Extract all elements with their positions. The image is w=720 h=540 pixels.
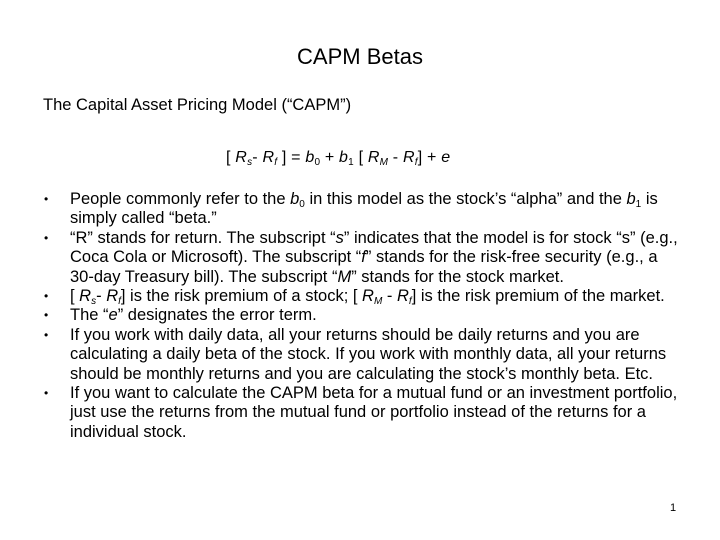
symbol: R xyxy=(362,287,374,306)
eq-subscript: s xyxy=(247,157,253,168)
eq-text: [ xyxy=(353,149,368,166)
bullet-icon: • xyxy=(44,386,49,401)
text: - xyxy=(382,287,397,306)
subscript: f xyxy=(118,296,121,308)
capm-equation xyxy=(226,149,450,167)
eq-symbol: R xyxy=(367,149,380,166)
eq-subscript: 0 xyxy=(314,157,321,168)
bullet-item-data-frequency xyxy=(44,326,684,384)
bullet-icon: • xyxy=(44,308,49,323)
subscript: s xyxy=(91,296,97,308)
text: in this model as the stock’s “alpha” and the xyxy=(304,190,627,208)
bullet-item-error-term xyxy=(44,306,684,325)
eq-subscript: f xyxy=(274,157,278,168)
subscript: f xyxy=(408,296,412,308)
bullet-item-alpha-beta xyxy=(44,190,684,229)
eq-symbol: R xyxy=(402,149,415,166)
eq-symbol: e xyxy=(441,149,451,166)
page-number: 1 xyxy=(670,502,677,514)
symbol: b xyxy=(290,190,300,208)
eq-text: - xyxy=(388,149,403,166)
eq-symbol: R xyxy=(262,149,275,166)
bullet-icon: • xyxy=(44,192,49,206)
symbol: R xyxy=(106,287,119,306)
eq-text: ] + xyxy=(417,149,442,166)
eq-subscript: 1 xyxy=(348,157,354,168)
bullet-item-risk-premium xyxy=(44,287,684,306)
text: ” stands for the stock market. xyxy=(351,267,564,286)
text: [ xyxy=(70,287,80,306)
text: ” indicates that the model is for stock “s” (e.g., Coca Cola or Microsoft). The subscript “ xyxy=(70,228,678,267)
symbol: R xyxy=(79,287,92,306)
text: The “ xyxy=(70,306,109,325)
text: If you want to calculate the CAPM beta for a mutual fund or an investment portfolio, just use the returns from the mutual fund or portfolio instead of the returns for a individual stock. xyxy=(70,384,678,441)
bullet-item-return-definitions xyxy=(44,229,684,287)
subscript: 0 xyxy=(299,199,305,210)
symbol: f xyxy=(361,248,366,267)
bullet-list xyxy=(44,190,684,442)
symbol: e xyxy=(108,306,118,325)
text: - xyxy=(96,287,107,306)
slide-title: CAPM Betas xyxy=(297,44,423,69)
text: ] is the risk premium of the market. xyxy=(411,287,665,306)
eq-symbol: R xyxy=(235,149,248,166)
symbol: b xyxy=(626,190,636,208)
slide-subtitle: The Capital Asset Pricing Model (“CAPM”) xyxy=(43,96,352,114)
eq-subscript: f xyxy=(414,157,418,168)
text: is simply called “beta.” xyxy=(70,190,658,228)
eq-text: ] = xyxy=(277,149,306,166)
eq-symbol: b xyxy=(339,149,349,166)
text: ” designates the error term. xyxy=(117,306,317,325)
eq-symbol: b xyxy=(305,149,315,166)
symbol: R xyxy=(396,287,409,306)
text: People commonly refer to the xyxy=(70,190,291,208)
text: ” stands for the risk-free security (e.g., a 30-day Treasury bill). The subscript “ xyxy=(70,248,658,286)
bullet-icon: • xyxy=(44,327,49,342)
bullet-icon: • xyxy=(44,289,49,304)
subscript: M xyxy=(373,296,383,308)
subscript: 1 xyxy=(635,199,642,210)
symbol: M xyxy=(337,267,352,286)
text: If you work with daily data, all your returns should be daily returns and you are calculating a daily beta of the stock. If you work with monthly data, all your returns should be monthly returns and you are calculating the stock’s monthly beta. Etc. xyxy=(70,325,667,383)
symbol: s xyxy=(335,228,344,247)
eq-text: - xyxy=(252,149,263,166)
text: ] is the risk premium of a stock; [ xyxy=(120,287,363,306)
text: “R” stands for return. The subscript “ xyxy=(70,228,336,247)
bullet-icon: • xyxy=(44,230,49,245)
bullet-item-mutual-fund xyxy=(44,384,684,442)
eq-subscript: M xyxy=(379,157,389,168)
eq-text: [ xyxy=(226,149,236,166)
eq-text: + xyxy=(320,149,340,166)
